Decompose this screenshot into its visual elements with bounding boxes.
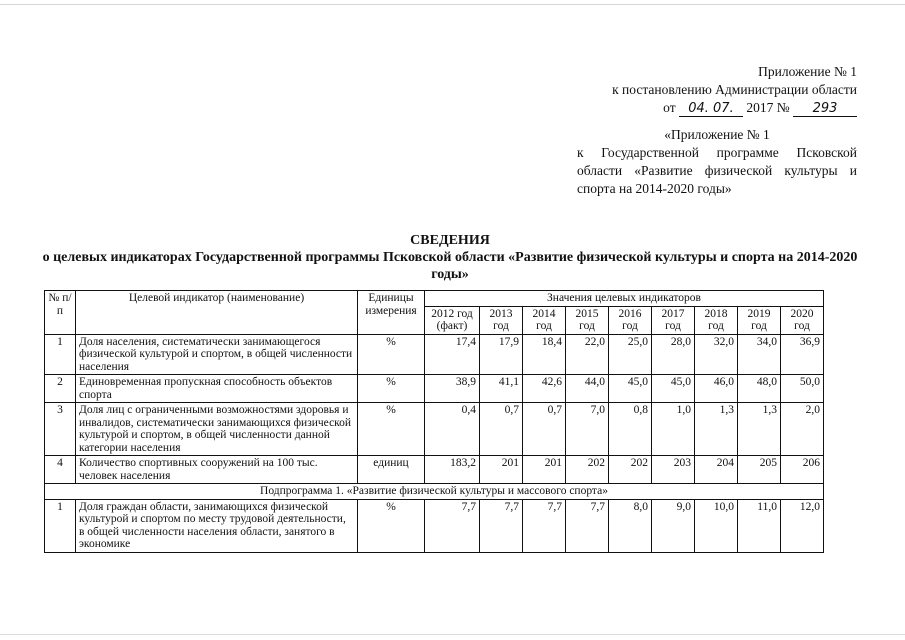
document-title <box>40 232 860 283</box>
row-value: 46,0 <box>695 375 738 403</box>
row-value: 28,0 <box>652 334 695 375</box>
header-year: 2016 год <box>609 306 652 334</box>
row-value: 50,0 <box>781 375 824 403</box>
row-value: 25,0 <box>609 334 652 375</box>
row-value: 204 <box>695 456 738 484</box>
row-value: 1,3 <box>695 403 738 456</box>
row-value: 0,7 <box>523 403 566 456</box>
row-value: 7,7 <box>480 499 523 552</box>
row-value: 11,0 <box>738 499 781 552</box>
row-num: 2 <box>45 375 76 403</box>
row-name: Количество спортивных сооружений на 100 тыс. человек населения <box>76 456 358 484</box>
row-name: Доля лиц с ограниченными возможностями здоровья и инвалидов, систематически занимающихся физической культурой и спортом, в общей численности данной категории населения <box>76 403 358 456</box>
appendix-number-handwritten: 293 <box>793 102 857 117</box>
table-row <box>45 456 824 484</box>
row-name: Доля граждан области, занимающихся физической культурой и спортом по месту трудовой деятельности, в общей численности населения области, занятого в экономике <box>76 499 358 552</box>
row-value: 201 <box>480 456 523 484</box>
header-year: 2014 год <box>523 306 566 334</box>
row-value: 202 <box>609 456 652 484</box>
row-value: 7,7 <box>566 499 609 552</box>
header-values: Значения целевых индикаторов <box>425 291 824 307</box>
header-year: 2018 год <box>695 306 738 334</box>
row-unit: % <box>358 334 425 375</box>
program-ref-line-1: «Приложение № 1 <box>664 127 770 142</box>
row-value: 34,0 <box>738 334 781 375</box>
program-ref-text: к Государственной программе Псковской области «Развитие физической культуры и спорта на 2014-2020 годы» <box>577 145 857 196</box>
row-value: 17,4 <box>425 334 480 375</box>
row-name: Единовременная пропускная способность объектов спорта <box>76 375 358 403</box>
row-value: 18,4 <box>523 334 566 375</box>
row-value: 0,8 <box>609 403 652 456</box>
row-value: 10,0 <box>695 499 738 552</box>
row-num: 1 <box>45 334 76 375</box>
appendix-line-1: Приложение № 1 <box>758 64 857 79</box>
row-value: 45,0 <box>609 375 652 403</box>
row-value: 1,0 <box>652 403 695 456</box>
row-value: 0,4 <box>425 403 480 456</box>
appendix-year-text: 2017 № <box>746 100 790 115</box>
indicators-table <box>44 290 824 553</box>
table-row <box>45 334 824 375</box>
row-unit: единиц <box>358 456 425 484</box>
appendix-line-2: к постановлению Администрации области <box>612 82 857 97</box>
row-unit: % <box>358 403 425 456</box>
row-num: 4 <box>45 456 76 484</box>
appendix-header <box>577 63 857 117</box>
row-value: 7,7 <box>425 499 480 552</box>
appendix-date-handwritten: 04. 07. <box>679 102 743 117</box>
program-reference <box>577 126 857 198</box>
row-value: 9,0 <box>652 499 695 552</box>
row-value: 44,0 <box>566 375 609 403</box>
scan-edge-top <box>0 4 905 5</box>
row-value: 205 <box>738 456 781 484</box>
table-header-row <box>45 291 824 307</box>
header-year: 2019 год <box>738 306 781 334</box>
row-value: 32,0 <box>695 334 738 375</box>
row-value: 41,1 <box>480 375 523 403</box>
row-value: 48,0 <box>738 375 781 403</box>
row-value: 22,0 <box>566 334 609 375</box>
header-year: 2017 год <box>652 306 695 334</box>
header-year: 2012 год (факт) <box>425 306 480 334</box>
row-value: 45,0 <box>652 375 695 403</box>
title-subtitle: о целевых индикаторах Государственной программы Псковской области «Развитие физической культуры и спорта на 2014-2020 годы» <box>42 250 858 282</box>
row-value: 7,7 <box>523 499 566 552</box>
row-value: 2,0 <box>781 403 824 456</box>
header-year: 2015 год <box>566 306 609 334</box>
row-value: 17,9 <box>480 334 523 375</box>
title-heading: СВЕДЕНИЯ <box>410 233 490 248</box>
header-year: 2013 год <box>480 306 523 334</box>
row-value: 206 <box>781 456 824 484</box>
subprogram-row <box>45 484 824 500</box>
row-value: 202 <box>566 456 609 484</box>
row-value: 0,7 <box>480 403 523 456</box>
row-value: 7,0 <box>566 403 609 456</box>
row-value: 12,0 <box>781 499 824 552</box>
header-year: 2020 год <box>781 306 824 334</box>
appendix-from-prefix: от <box>663 100 676 115</box>
row-num: 3 <box>45 403 76 456</box>
table-row <box>45 403 824 456</box>
table-row <box>45 375 824 403</box>
row-unit: % <box>358 499 425 552</box>
row-value: 1,3 <box>738 403 781 456</box>
row-value: 183,2 <box>425 456 480 484</box>
appendix-date-line <box>577 99 857 117</box>
header-name: Целевой индикатор (наименование) <box>76 291 358 335</box>
scan-edge-bottom <box>0 634 905 635</box>
subprogram-title: Подпрограмма 1. «Развитие физической культуры и массового спорта» <box>45 484 824 500</box>
header-unit: Единицы измерения <box>358 291 425 335</box>
row-value: 42,6 <box>523 375 566 403</box>
header-num: № п/п <box>45 291 76 335</box>
row-value: 8,0 <box>609 499 652 552</box>
row-value: 201 <box>523 456 566 484</box>
table-row <box>45 499 824 552</box>
row-num: 1 <box>45 499 76 552</box>
row-unit: % <box>358 375 425 403</box>
row-name: Доля населения, систематически занимающегося физической культурой и спортом, в общей численности населения <box>76 334 358 375</box>
row-value: 203 <box>652 456 695 484</box>
row-value: 36,9 <box>781 334 824 375</box>
row-value: 38,9 <box>425 375 480 403</box>
